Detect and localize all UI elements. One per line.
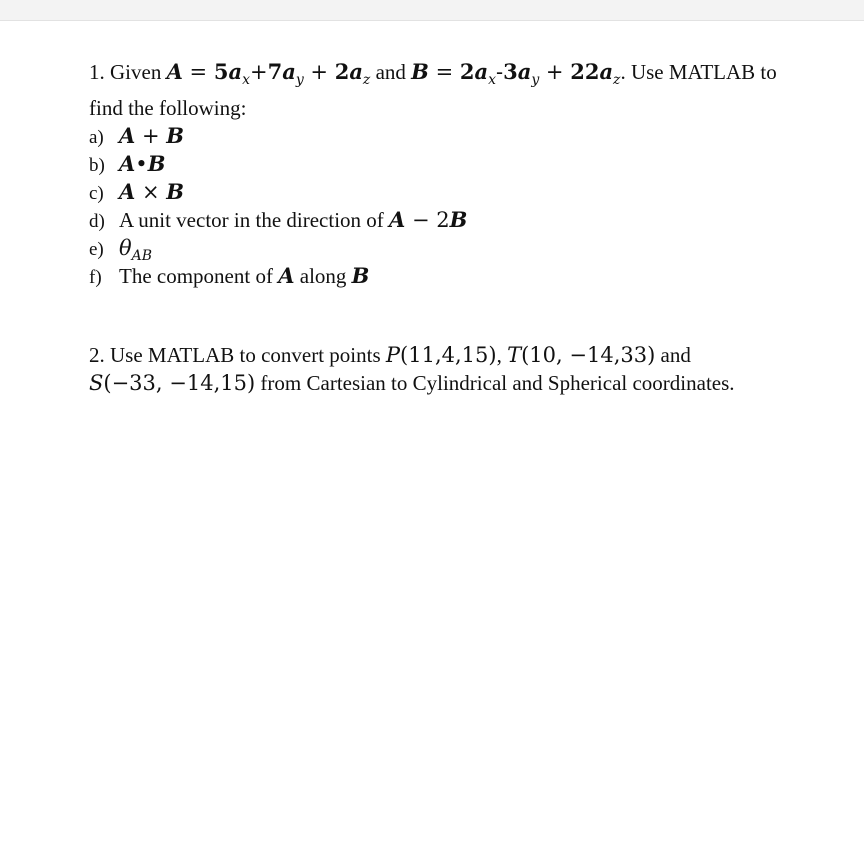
question-1-prefix: 1. Given <box>89 60 162 84</box>
expr-b: B <box>147 151 166 176</box>
question-1-line-2: find the following: <box>89 96 247 120</box>
item-text: The component of <box>119 264 279 288</box>
question-1-line-1 <box>89 58 829 94</box>
item-letter: d) <box>89 211 105 232</box>
equals-sign-2: = <box>428 60 460 84</box>
vector-b-label: B <box>411 59 429 84</box>
vector-a-label: A <box>166 59 183 84</box>
b-unit-y: a <box>517 59 532 84</box>
list-item <box>89 206 829 234</box>
item-letter: b) <box>89 155 105 176</box>
and-word: and <box>655 343 691 367</box>
item-letter: c) <box>89 183 104 204</box>
expr-op: × <box>135 180 167 204</box>
item-expression <box>119 206 467 234</box>
b-coef-y: 3 <box>503 59 518 84</box>
equals-sign: = <box>182 60 214 84</box>
point-t-coords: (10, −14,33) <box>521 343 656 367</box>
item-text-mid: along <box>294 264 352 288</box>
document-page <box>89 58 829 397</box>
question-2 <box>89 341 829 397</box>
expr-b: B <box>166 123 184 148</box>
a-coef-x: 5 <box>213 59 229 84</box>
question-2-line-2 <box>89 369 829 397</box>
point-s-label: S <box>89 371 104 395</box>
a-sep-2: + <box>303 60 335 84</box>
expr-a: A <box>119 151 136 176</box>
and-word: and <box>370 60 412 84</box>
a-sub-x: x <box>242 72 250 88</box>
question-1-suffix: . Use MATLAB to <box>620 60 777 84</box>
b-sep-2: + <box>539 60 571 84</box>
comma: , <box>496 343 508 367</box>
b-unit-x: a <box>474 59 489 84</box>
point-s-coords: (−33, −14,15) <box>103 371 256 395</box>
b-sub-y: y <box>531 72 540 88</box>
question-2-prefix: 2. Use MATLAB to convert points <box>89 343 386 367</box>
list-item <box>89 122 829 150</box>
b-sep-1: - <box>495 60 504 84</box>
expr-a: A <box>389 207 406 232</box>
expr-op: − 2 <box>405 208 450 232</box>
expr-b: B <box>449 207 468 232</box>
point-t-label: T <box>507 343 522 367</box>
list-item <box>89 234 829 262</box>
item-text: A unit vector in the direction of <box>119 208 390 232</box>
a-coef-z: 2 <box>334 59 350 84</box>
item-letter: a) <box>89 127 104 148</box>
expr-a: A <box>278 263 295 288</box>
point-p-coords: (11,4,15) <box>400 343 497 367</box>
a-unit-x: a <box>228 59 243 84</box>
a-sub-y: y <box>295 72 304 88</box>
expr-b: B <box>351 263 370 288</box>
question-1-parts-list <box>89 122 829 290</box>
theta-symbol: θ <box>119 236 132 260</box>
theta-subscript: AB <box>131 248 153 264</box>
item-expression <box>119 122 184 150</box>
b-sub-x: x <box>488 72 496 88</box>
a-coef-y: 7 <box>267 59 283 84</box>
item-expression <box>119 262 369 290</box>
a-sep-1: + <box>249 60 268 84</box>
expr-op: • <box>135 152 148 176</box>
b-unit-z: a <box>599 59 614 84</box>
item-letter: e) <box>89 239 104 260</box>
expr-op: + <box>135 124 167 148</box>
b-coef-z: 22 <box>570 59 600 84</box>
expr-a: A <box>119 179 136 204</box>
expr-b: B <box>166 179 184 204</box>
item-expression <box>119 178 184 206</box>
window-top-bar <box>0 0 864 21</box>
list-item <box>89 150 829 178</box>
b-coef-x: 2 <box>459 59 475 84</box>
item-letter: f) <box>89 267 102 288</box>
a-unit-z: a <box>349 59 363 84</box>
list-item <box>89 262 829 290</box>
question-2-line-1 <box>89 341 829 369</box>
a-sub-z: z <box>362 72 371 88</box>
a-unit-y: a <box>282 59 296 84</box>
list-item <box>89 178 829 206</box>
point-p-label: P <box>385 343 401 367</box>
b-sub-z: z <box>613 72 621 88</box>
item-expression <box>119 150 165 178</box>
expr-a: A <box>119 123 136 148</box>
question-2-rest: from Cartesian to Cylindrical and Spherical coordinates. <box>255 371 735 395</box>
